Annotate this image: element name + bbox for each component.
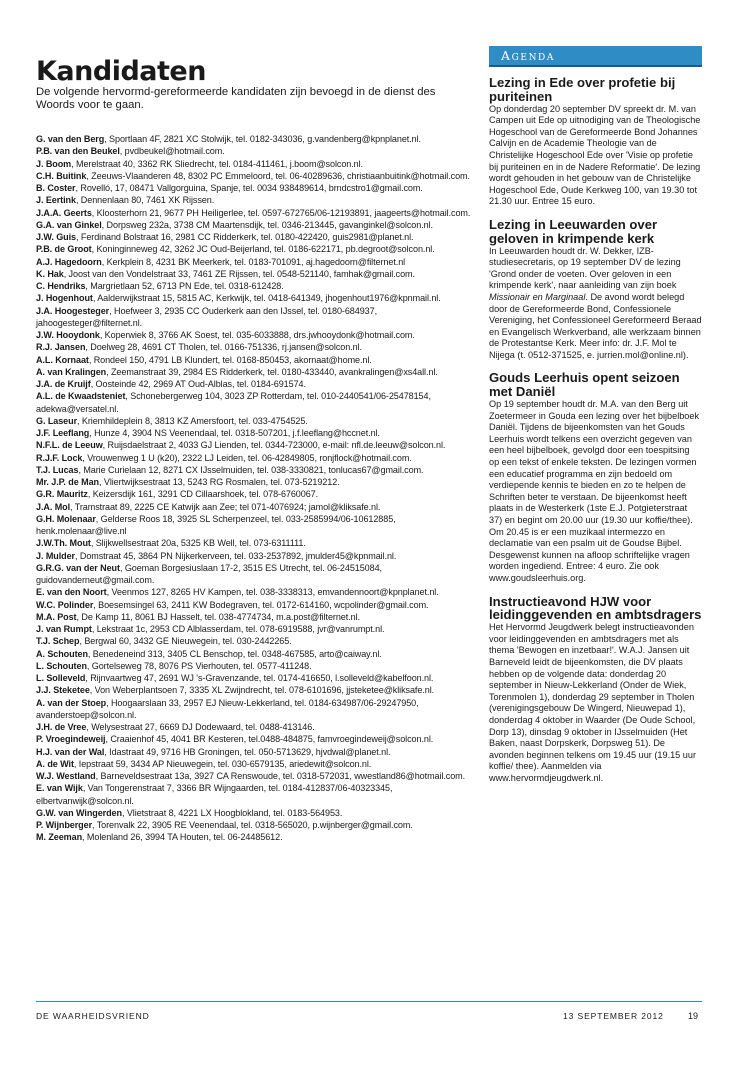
candidate-details: , Kerkplein 8, 4231 BK Meerkerk, tel. 0183-701091, aj.hagedoorn@filternet.nl [101,256,406,267]
candidate-entry [36,182,472,194]
candidate-details: , Iepstraat 59, 3434 AP Nieuwegein, tel. 030-6579135, ariedewit@solcon.nl. [73,758,372,769]
candidate-entry [36,819,472,831]
candidate-details: , Rondeel 150, 4791 LB Klundert, tel. 0168-850453, akornaat@home.nl. [88,354,372,365]
candidate-name: A.L. Kornaat [36,354,89,365]
candidate-entry [36,145,472,157]
candidate-name: R.J.F. Lock [36,452,83,463]
article-body: Op donderdag 20 september DV spreekt dr. M. van Campen uit Ede op uitnodiging van de Theologische Hogeschool van de Gereformeerde Bond Johannes Calvijn en de Academie Theologie van de Christelijke Hogeschool Ede over 'Visie op profetie bij puriteinen en in de Nadere Reformatie'. De lezing wordt gehouden in het gebouw van de Christelijke Hogeschool Ede, Oude Kerkweg 100, van 19.30 tot 21.30 uur. Entree 15 euro. [489,103,701,207]
candidate-details: , Keizersdijk 161, 3291 CD Cillaarshoek, tel. 078-6760067. [87,489,319,500]
article-body: Het Hervormd Jeugdwerk belegt instructieavonden voor leidinggevenden en ambtsdragers met als thema 'Bewogen en inzetbaar!'. W.A.J. Jansen uit Barneveld leidt de bijeenkomsten, die DV plaats hebben op de volgende data: donderdag 20 september in Nieuw-Lekkerland (Onder de Wiek, Torenmolen 1), donderdag 29 september in Tholen (verenigingsgebouw De Wingerd, Nieuwepad 1), donderdag 4 oktober in Waarder (De Oude School, Dorp 13), dinsdag 9 oktober in IJsselmuiden (Het Baken, naast Dorpskerk, Dorpsweg 51). De avonden beginnen telkens om 19.45 uur (19.15 uur koffie/ thee). Aanmelden via www.hervormdjeugdwerk.nl. [489,622,696,783]
candidate-details: , Rijnvaartweg 47, 2691 WJ 's-Gravenzande, tel. 0174-416650, l.solleveld@kabelfoon.nl. [85,673,434,683]
footer-divider [36,1001,702,1002]
article-body: Op 19 september houdt dr. M.A. van den Berg uit Zoetermeer in Gouda een lezing over het bijbelboek Daniël. Tijdens de bijeenkomsten van het Gouds Leerhuis wordt telkens een overzicht gegeven van een heel bijbelboek, gevolgd door een toespitsing op een tekst of enkele teksten. De lezingen vormen een educatief programma en zijn bedoeld om verdiepende kennis te bieden en zo te helpen de Schriften beter te verstaan. De bijeenkomst heeft plaats in de Westerkerk (1ste E.J. Potgieterstraat 37) en begint om 20.00 uur (19.30 uur koffie/thee). Om 20.45 is er een muzikaal intermezzo en declamatie van een psalm uit de Goudse Bijbel. Desgewenst kunnen na afloop schriftelijke vragen worden ingediend. Entree: 4 euro. Zie ook www.goudsleerhuis.org. [489,399,700,583]
candidate-name: P.B. van den Beukel [36,146,120,157]
candidate-details: , Sportlaan 4F, 2821 XC Stolwijk, tel. 0182-343036, g.vandenberg@kpnplanet.nl. [104,134,421,144]
candidate-list [36,133,472,844]
candidate-entry [36,390,472,415]
candidate-details: , Tramstraat 89, 2225 CE Katwijk aan Zee; tel 071-4076924; jamol@kliksafe.nl. [70,501,381,512]
candidate-name: E. van Wijk [36,783,83,794]
article-title: Lezing in Leeuwarden over geloven in krimpende kerk [489,216,658,246]
candidate-name: L. Solleveld [36,673,86,683]
candidate-entry [36,464,472,476]
candidate-entry [36,562,472,587]
candidate-entry [36,207,472,219]
candidate-details: , Molenland 26, 3994 TA Houten, tel. 06-24485612. [82,832,283,843]
candidate-details: , Gortelseweg 78, 8076 PS Vierhouten, tel. 0577-411248. [86,660,312,671]
candidate-details: , Rovelló, 17, 08471 Vallgorguina, Spanje, tel. 0034 938489614, brndcstro1@gmail.com. [75,183,423,193]
candidate-name: J.H. de Vree [36,722,87,732]
candidate-entry [36,635,472,647]
candidate-entry [36,599,472,611]
candidate-details: , Hoogaarslaan 33, 2957 EJ Nieuw-Lekkerland, tel. 0184-634987/06-29247950, avanderstoep@solcon.nl. [36,697,419,720]
candidate-name: P.B. de Groot [36,244,92,255]
candidate-name: A. Schouten [36,648,88,659]
candidate-name: J.A. Mol [36,501,71,512]
candidate-entry [36,733,472,745]
candidate-name: A.L. de Kwaadsteniet [36,391,126,402]
candidate-name: J.J. Steketee [36,685,90,696]
candidate-name: A. van der Stoep [36,697,107,708]
candidate-name: L. Schouten [36,660,87,671]
candidate-details: , De Kamp 11, 8061 BJ Hasselt, tel. 038-4774734, m.a.post@filternet.nl. [76,611,360,622]
candidate-details: , Barneveldsestraat 13a, 3927 CA Renswoude, tel. 0318-572031, wwestland86@hotmail.com. [95,771,466,781]
candidate-entry [36,684,472,696]
article-title: Gouds Leerhuis opent seizoen met Daniël [489,370,680,400]
candidate-name: J.W. Guis [36,232,76,242]
candidate-entry [36,660,472,672]
candidate-details: , Vrouwenweg 1 U (k20), 2322 LJ Leiden, tel. 06-42849805, ronjflock@hotmail.com. [82,452,412,463]
candidate-entry [36,758,472,770]
candidate-details: , Boesemsingel 63, 2411 KW Bodegraven, tel. 0172-614160, wcpolinder@gmail.com. [93,599,429,610]
candidate-details: , Welysestraat 27, 6669 DJ Dodewaard, tel. 0488-413146. [86,722,315,732]
intro-text: De volgende hervormd-gereformeerde kandidaten zijn bevoegd in de dienst des Woords voor te gaan. [36,86,436,111]
candidate-entry [36,672,472,684]
agenda-article [489,371,702,584]
candidate-name: J.W. Hooydonk [36,330,100,340]
candidate-entry [36,268,472,280]
candidate-name: G.A. van Ginkel [36,219,102,230]
candidates-section [36,58,472,844]
candidate-details: , Goeman Borgesiuslaan 17-2, 3515 ES Utrecht, tel. 06-24515084, guidovanderneut@gmail.com. [36,562,382,585]
candidate-entry [36,354,472,366]
candidate-details: , Doelweg 28, 4691 CT Tholen, tel. 0166-751336, rj.jansen@solcon.nl. [85,342,362,353]
candidate-details: , Craaienhof 45, 4041 BR Kesteren, tel.0488-484875, famvroegindeweij@solcon.nl. [105,734,434,745]
candidate-name: G. van den Berg [36,134,105,144]
candidate-entry [36,427,472,439]
page-number: 19 [688,1011,699,1021]
candidate-entry [36,341,472,353]
candidate-details: , Zeeuws-Vlaanderen 48, 8302 PC Emmeloord, tel. 06-40289636, christiaanbuitink@hotmail.com. [86,170,470,181]
candidate-details: , Hunze 4, 3904 NS Veenendaal, tel. 0318-507201, j.f.leeflang@hccnet.nl. [89,428,380,438]
candidate-name: G.R.G. van der Neut [36,562,120,573]
article-title: Lezing in Ede over profetie bij puriteinen [489,75,676,104]
candidate-name: J. Mulder [36,550,75,561]
candidate-entry [36,611,472,623]
candidate-name: G.H. Molenaar [36,513,96,524]
candidate-details: , Vliertwijksestraat 13, 5243 RG Rosmalen, tel. 073-5219212. [99,477,340,487]
issue-date: 13 SEPTEMBER 2012 [563,1011,664,1021]
candidate-entry [36,194,472,206]
candidate-name: N.F.L. de Leeuw [36,440,103,451]
candidate-details: , Joost van den Vondelstraat 33, 7461 ZE Rijssen, tel. 0548-521140, famhak@gmail.com. [63,268,415,279]
candidate-details: , Hoefweer 3, 2935 CC Ouderkerk aan den IJssel, tel. 0180-684937, jahoogesteger@filternet.nl. [36,305,378,328]
candidate-entry [36,697,472,722]
candidate-details: , Van Tongerenstraat 7, 3366 BR Wijngaarden, tel. 0184-412837/06-40323345, elbertvanwijk@solcon.nl. [36,783,393,806]
candidate-entry [36,648,472,660]
candidate-details: , Merelstraat 40, 3362 RK Sliedrecht, tel. 0184-411461, j.boom@solcon.nl. [71,158,363,169]
candidate-details: , Ruijsdaelstraat 2, 4033 GJ Lienden, tel. 0344-723000, e-mail: nfl.de.leeuw@solcon.nl. [102,440,446,451]
article-body-part: . De avond wordt belegd door de Gereformeerde Bond, Confessionele Vereniging, het Confessioneel Gereformeerd Beraad en Evangelisch Werkverband, alle werkzaam binnen de Protestantse Kerk. Meer info: dr. J.F. Mol te Nijega (t. 0512-371525, e. jurrien.mol@online.nl). [489,291,702,360]
candidate-entry [36,746,472,758]
candidate-entry [36,133,472,145]
article-body-part: In Leeuwarden houdt dr. W. Dekker, IZB-studiesecretaris, op 19 september DV de lezing 'Grond onder de voeten. Over geloven in een krimpende kerk', naar aanleiding van zijn boek [489,245,681,291]
candidate-entry [36,513,472,538]
candidate-details: , Veenmos 127, 8265 HV Kampen, tel. 038-3338313, emvandennoort@kpnplanet.nl. [106,587,439,598]
candidate-details: , Idastraat 49, 9716 HB Groningen, tel. 050-5713629, hjvdwal@planet.nl. [104,746,391,757]
candidate-entry [36,329,472,341]
candidate-entry [36,550,472,562]
candidate-name: H.J. van der Wal [36,746,105,757]
agenda-article [489,595,702,785]
candidate-name: J.F. Leeflang [36,428,90,438]
agenda-article [489,218,702,362]
candidate-details: , Koperwiek 8, 3766 AK Soest, tel. 035-6033888, drs.jwhooydonk@hotmail.com. [99,330,415,340]
candidate-name: J.W.Th. Mout [36,538,91,549]
candidate-name: B. Coster [36,183,76,193]
candidate-name: A. de Wit [36,758,74,769]
candidate-entry [36,158,472,170]
candidate-details: , Benedeneind 313, 3405 CL Benschop, tel. 0348-467585, arto@caiway.nl. [87,648,382,659]
candidate-name: P. Vroegindeweij [36,734,106,745]
candidate-entry [36,782,472,807]
candidate-details: , Koninginneweg 42, 3262 JC Oud-Beijerland, tel. 0186-622171, pb.degroot@solcon.nl. [91,244,435,255]
candidate-name: E. van den Noort [36,587,107,598]
candidate-details: , Slijkwellsestraat 20a, 5325 KB Well, tel. 073-6311111. [90,538,306,549]
candidate-entry [36,537,472,549]
candidate-details: , pvdbeukel@hotmail.com. [119,146,225,157]
candidate-name: T.J. Schep [36,636,80,647]
candidate-details: , Lekstraat 1c, 2953 CD Alblasserdam, tel. 078-6919588, jvr@vanrumpt.nl. [91,624,385,634]
candidate-name: J. Hogenhout [36,293,93,304]
page-title: Kandidaten [36,56,206,87]
candidate-entry [36,476,472,488]
candidate-details: , Oosteinde 42, 2969 AT Oud-Alblas, tel. 0184-691574. [90,379,306,389]
candidate-name: M.A. Post [36,611,77,622]
candidate-details: , Zeemanstraat 39, 2984 ES Ridderkerk, tel. 0180-433440, avankralingen@xs4all.nl. [106,366,438,377]
candidate-name: J. van Rumpt [36,624,92,634]
candidate-entry [36,219,472,231]
candidate-details: , Bergwal 60, 3432 GE Nieuwegein, tel. 030-2442265. [79,636,292,647]
candidate-details: , Torenvalk 22, 3905 RE Veenendaal, tel. 0318-565020, p.wijnberger@gmail.com. [92,820,413,830]
candidate-entry [36,378,472,390]
candidate-entry [36,586,472,598]
candidate-name: J. Boom [36,158,72,169]
candidate-entry [36,501,472,513]
candidate-name: J. Eertink [36,195,76,206]
candidate-name: T.J. Lucas [36,464,79,475]
article-title: Instructieavond HJW voor leidinggevenden en ambtsdragers [489,593,702,623]
publication-name: DE WAARHEIDSVRIEND [36,1011,150,1021]
candidate-entry [36,439,472,451]
candidate-name: A.J. Hagedoorn [36,256,102,267]
candidate-entry [36,292,472,304]
agenda-header: Agenda [489,46,702,67]
candidate-name: J.A. de Kruijf [36,379,91,389]
candidate-entry [36,488,472,500]
agenda-column [489,46,702,784]
candidate-name: R.J. Jansen [36,342,86,353]
candidate-details: , Aalderwijkstraat 15, 5815 AC, Kerkwijk, tel. 0418-641349, jhogenhout1976@kpnmail.nl. [92,293,441,304]
candidate-name: G.R. Mauritz [36,489,88,500]
candidate-entry [36,807,472,819]
candidate-name: W.C. Polinder [36,599,94,610]
candidate-details: , Schonebergerweg 104, 3023 ZP Rotterdam, tel. 010-2440541/06-25478154, adekwa@versatel.nl. [36,391,431,414]
candidate-entry [36,452,472,464]
candidate-name: G.W. van Wingerden [36,807,122,818]
candidate-entry [36,623,472,635]
candidate-entry [36,256,472,268]
candidate-details: , Ferdinand Bolstraat 16, 2981 CC Ridderkerk, tel. 0180-422420, guis2981@planet.nl. [76,232,414,242]
candidate-entry [36,721,472,733]
candidate-name: J.A.A. Geerts [36,207,92,218]
candidate-entry [36,280,472,292]
candidate-details: , Von Weberplantsoen 7, 3335 XL Zwijndrecht, tel. 078-6101696, jjsteketee@kliksafe.nl. [89,685,435,696]
candidate-entry [36,243,472,255]
candidate-entry [36,170,472,182]
candidate-details: , Dennenlaan 80, 7461 XK Rijssen. [75,195,215,206]
candidate-details: , Margrietlaan 52, 6713 PN Ede, tel. 0318-612428. [85,281,284,291]
candidate-name: J.A. Hoogesteger [36,305,110,316]
candidate-name: M. Zeeman [36,832,83,843]
candidate-name: C.H. Buitink [36,170,87,181]
candidate-entry [36,366,472,378]
candidate-entry [36,770,472,782]
candidate-details: , Dorpsweg 232a, 3738 CM Maartensdijk, tel. 0346-213445, gavanginkel@solcon.nl. [101,219,433,230]
candidate-entry [36,415,472,427]
candidate-name: A. van Kralingen [36,366,107,377]
candidate-details: , Kloosterhorn 21, 9677 PH Heiligerlee, tel. 0597-672765/06-12193891, jaageerts@hotmail.com. [91,207,471,218]
book-title: Missionair en Marginaal [489,291,586,302]
agenda-article [489,76,702,208]
candidate-entry [36,231,472,243]
candidate-entry [36,831,472,843]
candidate-name: Mr. J.P. de Man [36,477,99,487]
candidate-name: K. Hak [36,268,64,279]
candidate-name: G. Laseur [36,415,78,426]
candidate-name: P. Wijnberger [36,820,93,830]
candidate-details: , Domstraat 45, 3864 PN Nijkerkerveen, tel. 033-2537892, jmulder45@kpnmail.nl. [75,550,397,561]
article-body [489,246,702,362]
candidate-name: C. Hendriks [36,281,86,291]
candidate-details: , Kriemhildeplein 8, 3813 KZ Amersfoort, tel. 033-4754525. [77,415,308,426]
candidate-name: W.J. Westland [36,771,96,781]
candidate-details: , Marie Curielaan 12, 8271 CX IJsselmuiden, tel. 038-3330821, tonlucas67@gmail.com. [78,464,424,475]
candidate-details: , Vlietstraat 8, 4221 LX Hoogblokland, tel. 0183-564953. [121,807,343,818]
candidate-details: , Gelderse Roos 18, 3925 SL Scherpenzeel, tel. 033-2585994/06-10612885, henk.molenaar@live.nl [36,513,396,536]
candidate-entry [36,305,472,330]
